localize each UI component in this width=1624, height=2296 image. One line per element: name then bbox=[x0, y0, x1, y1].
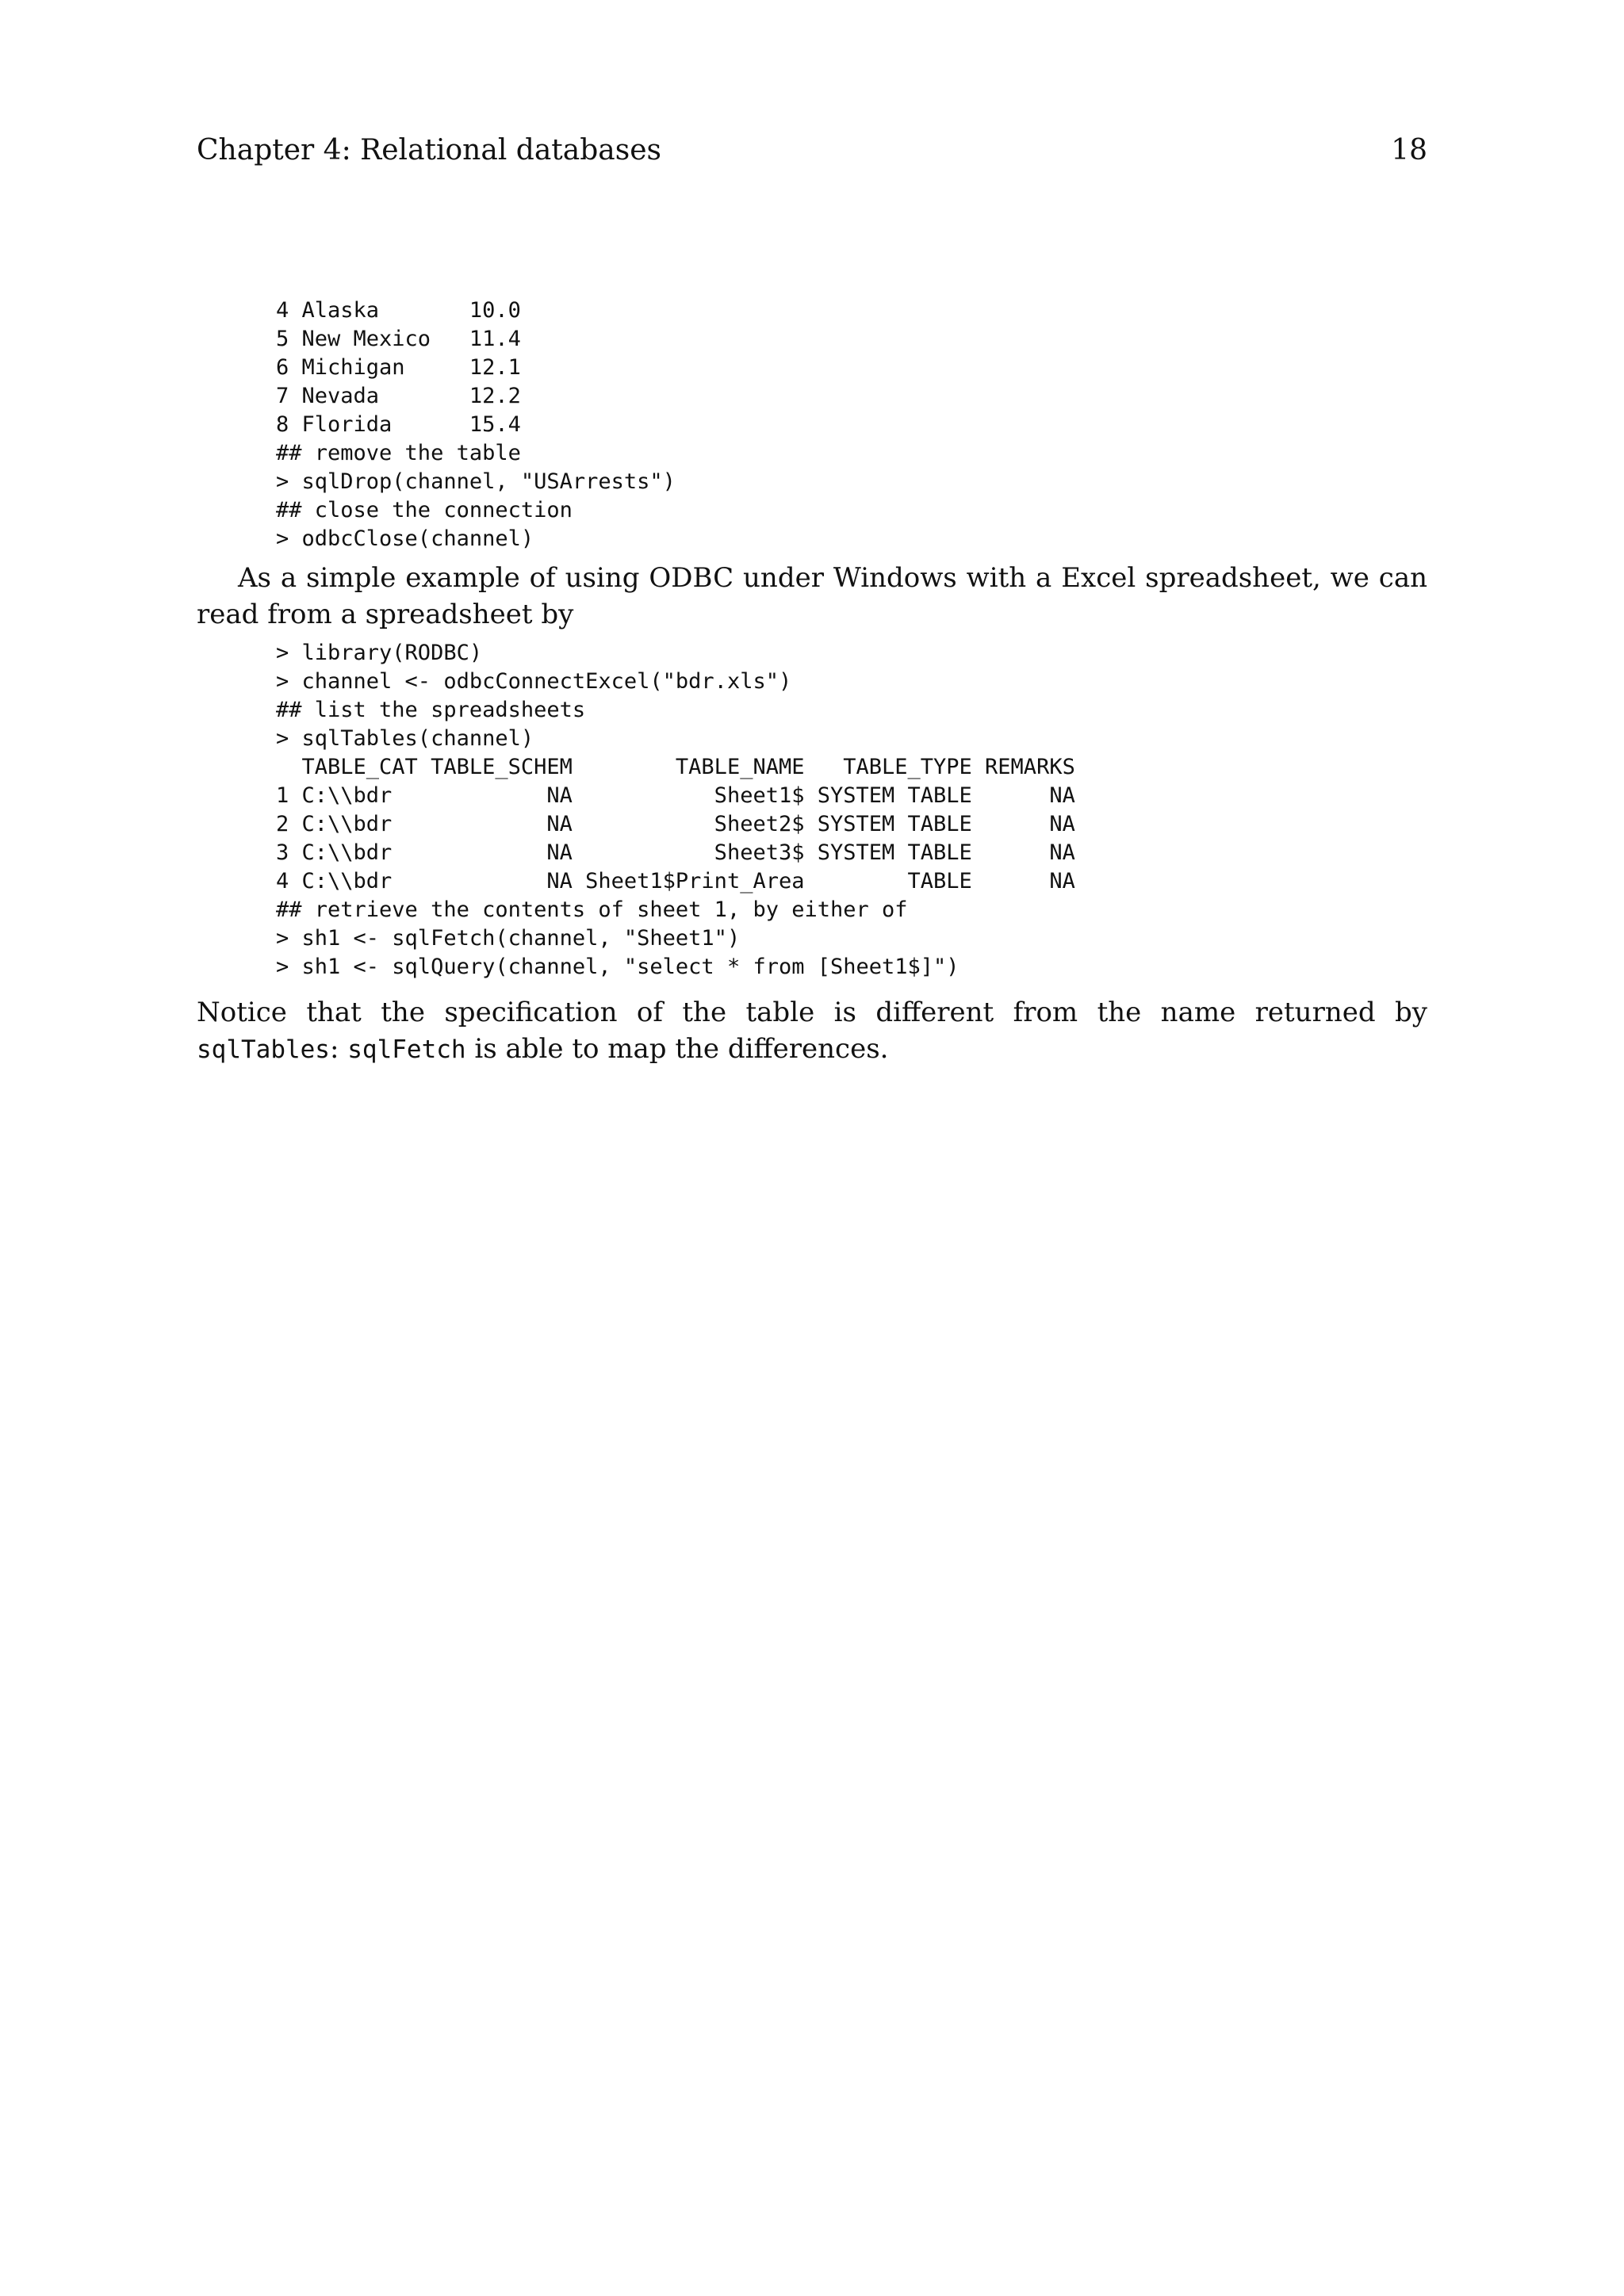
paragraph-text: is able to map the differences. bbox=[465, 1033, 889, 1065]
code-output-row: 4 C:\\bdr NA Sheet1$Print_Area TABLE NA bbox=[276, 869, 1075, 894]
code-line: 7 Nevada 12.2 bbox=[276, 384, 521, 408]
chapter-title: Chapter 4: Relational databases bbox=[197, 134, 661, 166]
code-output-row: 3 C:\\bdr NA Sheet3$ SYSTEM TABLE NA bbox=[276, 840, 1075, 865]
code-line: > sqlDrop(channel, "USArrests") bbox=[276, 469, 676, 494]
code-comment-line: ## retrieve the contents of sheet 1, by either of bbox=[276, 897, 908, 922]
code-comment-line: ## list the spreadsheets bbox=[276, 698, 586, 722]
code-line: 8 Florida 15.4 bbox=[276, 412, 521, 437]
inline-code-sqltables: sqlTables bbox=[197, 1035, 330, 1064]
code-line: 6 Michigan 12.1 bbox=[276, 355, 521, 380]
body-paragraph-notice bbox=[197, 994, 1427, 1068]
code-comment-line: ## close the connection bbox=[276, 498, 573, 522]
code-line: > sqlTables(channel) bbox=[276, 726, 534, 751]
inline-code-sqlfetch: sqlFetch bbox=[347, 1035, 466, 1064]
code-comment-line: ## remove the table bbox=[276, 441, 521, 465]
code-line: > library(RODBC) bbox=[276, 641, 483, 665]
code-line: > odbcClose(channel) bbox=[276, 526, 534, 551]
code-line: > sh1 <- sqlQuery(channel, "select * from [Sheet1$]") bbox=[276, 955, 959, 979]
code-line: 5 New Mexico 11.4 bbox=[276, 327, 521, 351]
code-output-header: TABLE_CAT TABLE_SCHEM TABLE_NAME TABLE_TYPE REMARKS bbox=[276, 755, 1075, 779]
code-block-state-table bbox=[276, 297, 676, 553]
paragraph-text: : bbox=[329, 1033, 348, 1065]
body-paragraph-excel-intro: As a simple example of using ODBC under Windows with a Excel spreadsheet, we can read from a spreadsheet by bbox=[197, 562, 1427, 630]
code-block-excel-example bbox=[276, 639, 1075, 982]
page-number: 18 bbox=[1391, 134, 1427, 166]
running-header bbox=[197, 128, 1427, 173]
code-line: 4 Alaska 10.0 bbox=[276, 298, 521, 323]
code-line: > channel <- odbcConnectExcel("bdr.xls") bbox=[276, 669, 792, 694]
code-output-row: 2 C:\\bdr NA Sheet2$ SYSTEM TABLE NA bbox=[276, 812, 1075, 836]
code-line: > sh1 <- sqlFetch(channel, "Sheet1") bbox=[276, 926, 741, 951]
paragraph-text: Notice that the specification of the table is different from the name returned by bbox=[197, 997, 1427, 1028]
code-output-row: 1 C:\\bdr NA Sheet1$ SYSTEM TABLE NA bbox=[276, 783, 1075, 808]
